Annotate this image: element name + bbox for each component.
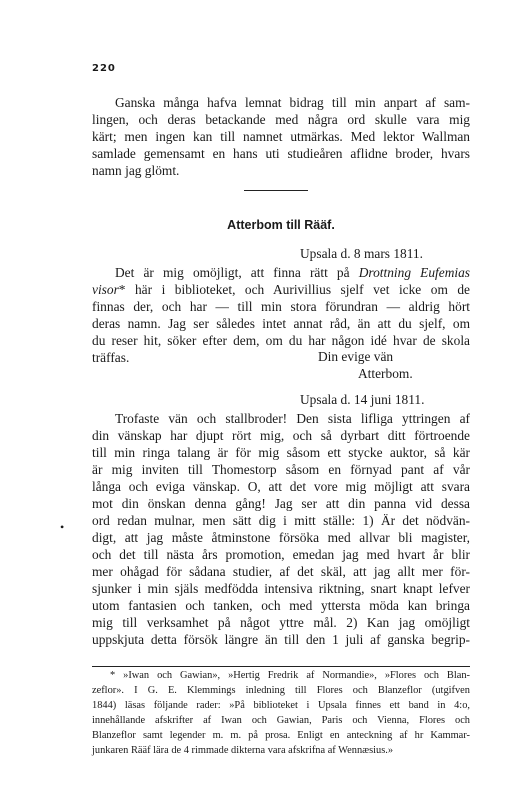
letter2-line: mig till verksamhet på något yttre mål. 2) Kan jag omöjligt — [92, 615, 470, 630]
letter1-line: träffas. — [92, 350, 130, 365]
intro-line: Ganska många hafva lemnat bidrag till min anpart af sam- — [115, 95, 470, 110]
page-number: 220 — [92, 63, 116, 74]
footnote-line: junkaren Rääf lära de 4 rimmade dikterna vara afskrifna af Wennæsius.» — [92, 745, 394, 756]
section-divider — [244, 190, 308, 191]
letter1-line: deras namn. Jag ser således intet annat råd, än att du sjelf, om — [92, 316, 470, 331]
intro-line: samlade gemensamt en hans uti studieåren aflidne broder, hvars — [92, 146, 470, 161]
letter1-line — [92, 281, 470, 298]
letter2-line: och det till nästa års promotion, emedan jag med hvart år blir — [92, 547, 470, 562]
letter2-dateline: Upsala d. 14 juni 1811. — [300, 392, 425, 407]
letter2-line: mot din önskan denna gång! Jag ser att din panna vid dessa — [92, 496, 470, 511]
letter2-line: mer ohågad för sådana studier, af det skäl, att jag allt mer för- — [92, 564, 470, 579]
footnote-divider — [92, 666, 470, 667]
letter2-line: är mig inviten till Thomestorp såsom en förnyad pant af vår — [92, 462, 470, 477]
intro-line: namn jag glömt. — [92, 163, 180, 178]
letters-heading: Atterbom till Rääf. — [227, 218, 335, 232]
letter1-line — [115, 264, 470, 281]
letter1-line: finnas der, och har — till min stora förundran — aldrig hört — [92, 299, 470, 314]
letter1-dateline: Upsala d. 8 mars 1811. — [300, 246, 423, 261]
letter1-title-italic-cont: visor — [92, 282, 119, 297]
letter2-line: Trofaste vän och stallbroder! Den sista lifliga yttringen af — [115, 411, 470, 426]
intro-line: kärt; men ingen kan till namnet utmärkas. Med lektor Wallman — [92, 129, 470, 144]
margin-mark: • — [60, 520, 65, 534]
footnote-line: Blanzeflor samt legender m. m. på prosa. Enligt en anteckning af hr Kammar- — [92, 730, 470, 741]
footnote-line: * »Iwan och Gawian», »Hertig Fredrik af Normandie», »Flores och Blan- — [110, 670, 470, 681]
letter1-line: du reser hit, söker efter dem, om du har någon idé hvar de skola — [92, 333, 470, 348]
footnote-line: innehållande afskrifter af Iwan och Gawian, Paris och Vienna, Flores och — [92, 715, 470, 726]
intro-line: lingen, och deras betackande med några ord skulle vara mig — [92, 112, 470, 127]
footnote-line: zeflor». I G. E. Klemmings inledning till Flores och Blanzeflor (utgifven — [92, 685, 470, 696]
letter2-line: långa och eviga vänskap. O, att det vore mig möjligt att svara — [92, 479, 470, 494]
letter1-signature: Atterbom. — [358, 366, 413, 381]
letter2-line: digt, att jag måste åtminstone försöka med allvar bli magister, — [92, 530, 470, 545]
letter2-line: till min ringa talang är för mig såsom ett stycke auktor, så kär — [92, 445, 470, 460]
letter2-line: sjunker i min själs medfödda intensiva riktning, snart knapt lefver — [92, 581, 470, 596]
letter2-line: din vänskap har djupt rört mig, och så dyrbart ditt förtroende — [92, 428, 470, 443]
letter2-line: uppskjuta detta försök längre än till den 1 juli af ganska begrip- — [92, 632, 470, 647]
letter1-line-text: * här i biblioteket, och Aurivillius sjelf vet icke om de — [118, 282, 470, 297]
letter1-line-text: Det är mig omöjligt, att finna rätt på — [115, 265, 350, 280]
letter2-line: utom fantasien och tanken, och med yttersta möda kan bringa — [92, 598, 470, 613]
letter1-title-italic: Drottning Eufemias — [358, 265, 470, 280]
letter2-line: ord redan mulnar, men sätt dig i mitt ställe: 1) Är det nödvän- — [92, 513, 470, 528]
letter1-closing: Din evige vän — [318, 349, 394, 364]
footnote-line: 1844) läsas följande rader: »På biblioteket i Upsala finnes ett band in 4:o, — [92, 700, 470, 711]
